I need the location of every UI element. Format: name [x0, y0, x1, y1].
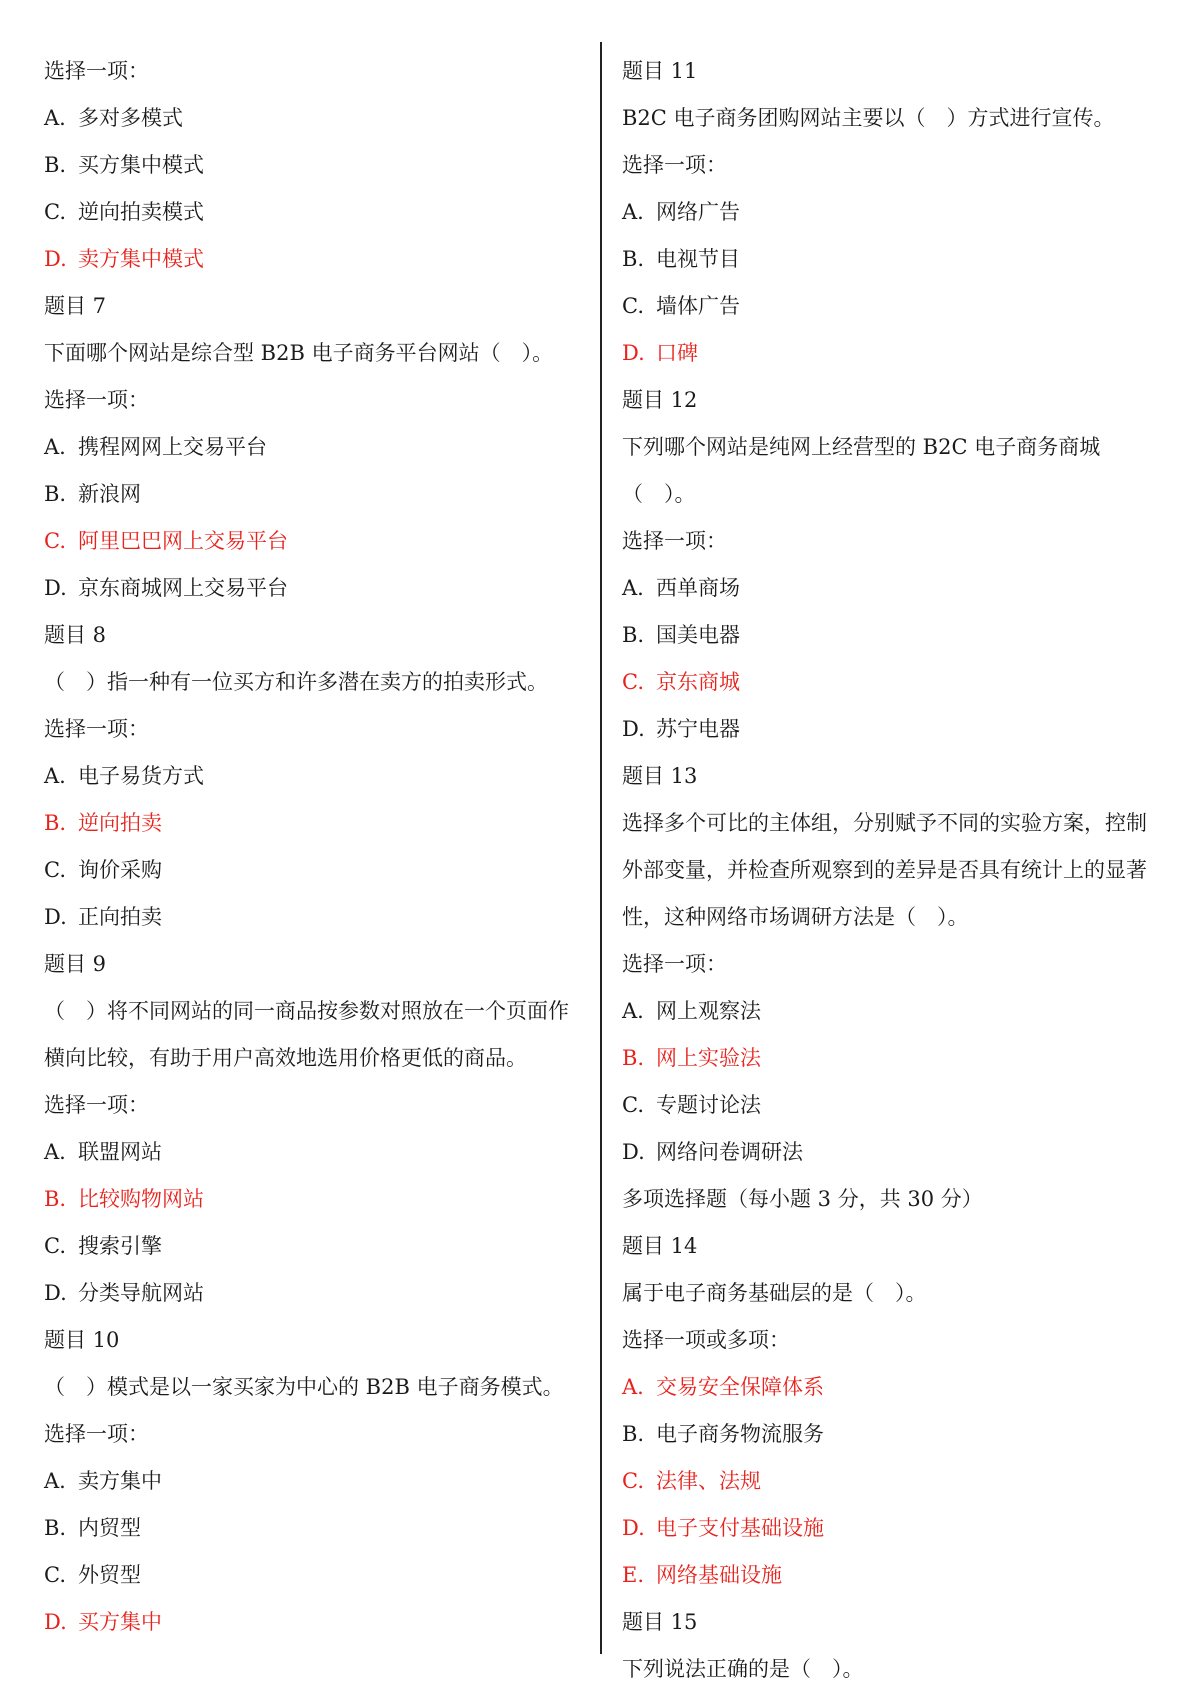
option-text: 多对多模式: [78, 106, 183, 130]
option: [622, 1129, 1167, 1176]
option: [44, 565, 584, 612]
option-text: 搜索引擎: [78, 1234, 162, 1258]
option: [622, 706, 1167, 753]
column-divider: [600, 42, 602, 1654]
option-letter: C.: [44, 1563, 66, 1587]
question-stem: （ ）指一种有一位买方和许多潜在卖方的拍卖形式。: [44, 670, 548, 694]
question-number: 题目 11: [622, 59, 698, 83]
option: [44, 1552, 584, 1599]
option-letter: B.: [44, 482, 67, 506]
option-letter: B.: [622, 1046, 645, 1070]
option-text: 买方集中: [78, 1610, 162, 1634]
option-text: 卖方集中: [78, 1469, 162, 1493]
question-stem: 下列哪个网站是纯网上经营型的 B2C 电子商务商城（ ）。: [622, 435, 1101, 506]
question-stem: 下列说法正确的是（ ）。: [622, 1657, 864, 1681]
option-letter: A.: [44, 106, 66, 130]
option: [44, 189, 584, 236]
option: [44, 95, 584, 142]
option-letter: B.: [622, 623, 645, 647]
question-number: 题目 10: [44, 1328, 120, 1352]
option-text: 电子易货方式: [78, 764, 204, 788]
option-letter: E.: [622, 1563, 645, 1587]
option-letter: B.: [44, 1516, 67, 1540]
choose-prompt: 选择一项：: [44, 1422, 149, 1446]
option-text: 联盟网站: [78, 1140, 162, 1164]
option-text: 西单商场: [656, 576, 740, 600]
question-stem: （ ）模式是以一家买家为中心的 B2B 电子商务模式。: [44, 1375, 564, 1399]
option-text: 询价采购: [78, 858, 162, 882]
option: [44, 142, 584, 189]
option: [622, 612, 1167, 659]
option-text: 携程网网上交易平台: [78, 435, 267, 459]
option-letter: C.: [622, 670, 644, 694]
option: [622, 236, 1167, 283]
option-text: 电视节目: [656, 247, 740, 271]
option: [622, 565, 1167, 612]
option-letter: C.: [622, 1093, 644, 1117]
choose-prompt: 选择一项：: [622, 952, 727, 976]
question-number: 题目 14: [622, 1234, 698, 1258]
option-letter: C.: [44, 858, 66, 882]
option-text: 网络问卷调研法: [656, 1140, 803, 1164]
option-text: 电子支付基础设施: [656, 1516, 824, 1540]
choose-prompt: 选择一项：: [44, 388, 149, 412]
option-correct: [622, 1552, 1167, 1599]
option-letter: D.: [44, 247, 67, 271]
option: [44, 753, 584, 800]
option-text: 国美电器: [656, 623, 740, 647]
option-text: 逆向拍卖模式: [78, 200, 204, 224]
option-correct: [622, 330, 1167, 377]
choose-prompt: 选择一项：: [44, 59, 149, 83]
option-letter: A.: [622, 999, 644, 1023]
option-letter: B.: [44, 153, 67, 177]
option-correct: [622, 1035, 1167, 1082]
option-letter: D.: [44, 576, 67, 600]
question-stem: 选择多个可比的主体组，分别赋予不同的实验方案，控制外部变量，并检查所观察到的差异是否具有统计上的显著性，这种网络市场调研方法是（ ）。: [622, 811, 1147, 929]
option-text: 卖方集中模式: [78, 247, 204, 271]
choose-prompt: 选择一项：: [44, 717, 149, 741]
option-letter: C.: [44, 200, 66, 224]
option-text: 苏宁电器: [656, 717, 740, 741]
question-stem: （ ）将不同网站的同一商品按参数对照放在一个页面作横向比较，有助于用户高效地选用价格更低的商品。: [44, 999, 569, 1070]
question-number: 题目 9: [44, 952, 107, 976]
choose-prompt: 选择一项：: [622, 529, 727, 553]
option-correct: [44, 1176, 584, 1223]
option-letter: D.: [622, 1140, 645, 1164]
question-number: 题目 7: [44, 294, 107, 318]
option-text: 正向拍卖: [78, 905, 162, 929]
option-text: 口碑: [656, 341, 698, 365]
question-stem: 属于电子商务基础层的是（ ）。: [622, 1281, 927, 1305]
option-letter: A.: [622, 1375, 644, 1399]
section-title: 多项选择题（每小题 3 分，共 30 分）: [622, 1187, 983, 1211]
option-correct: [44, 518, 584, 565]
option-correct: [44, 236, 584, 283]
option-text: 京东商城网上交易平台: [78, 576, 288, 600]
option-text: 专题讨论法: [656, 1093, 761, 1117]
option-letter: B.: [44, 811, 67, 835]
option: [44, 1505, 584, 1552]
left-column: [44, 48, 584, 1646]
option-text: 法律、法规: [656, 1469, 761, 1493]
option-text: 网络广告: [656, 200, 740, 224]
option: [44, 847, 584, 894]
option-letter: A.: [44, 435, 66, 459]
question-stem: B2C 电子商务团购网站主要以（ ）方式进行宣传。: [622, 106, 1115, 130]
option-letter: C.: [44, 1234, 66, 1258]
option: [44, 1270, 584, 1317]
option-letter: B.: [44, 1187, 67, 1211]
question-number: 题目 12: [622, 388, 698, 412]
choose-prompt: 选择一项：: [622, 153, 727, 177]
option-text: 逆向拍卖: [78, 811, 162, 835]
question-number: 题目 13: [622, 764, 698, 788]
option-letter: D.: [44, 905, 67, 929]
option-correct: [622, 1364, 1167, 1411]
option-text: 网上实验法: [656, 1046, 761, 1070]
option-correct: [44, 1599, 584, 1646]
option-letter: D.: [44, 1610, 67, 1634]
question-number: 题目 15: [622, 1610, 698, 1634]
option-text: 电子商务物流服务: [656, 1422, 824, 1446]
option: [44, 1223, 584, 1270]
option-letter: D.: [622, 1516, 645, 1540]
option-letter: A.: [44, 764, 66, 788]
option-letter: C.: [44, 529, 66, 553]
option: [622, 1411, 1167, 1458]
option-text: 新浪网: [78, 482, 141, 506]
option-letter: A.: [44, 1469, 66, 1493]
option: [44, 1129, 584, 1176]
option: [622, 283, 1167, 330]
option-text: 京东商城: [656, 670, 740, 694]
option-letter: B.: [622, 247, 645, 271]
option-letter: A.: [44, 1140, 66, 1164]
option-letter: A.: [622, 576, 644, 600]
question-number: 题目 8: [44, 623, 107, 647]
option-text: 买方集中模式: [78, 153, 204, 177]
option-text: 内贸型: [78, 1516, 141, 1540]
option-text: 网络基础设施: [656, 1563, 782, 1587]
right-column: [622, 48, 1167, 1693]
option-text: 比较购物网站: [78, 1187, 204, 1211]
option-text: 阿里巴巴网上交易平台: [78, 529, 288, 553]
option-text: 交易安全保障体系: [656, 1375, 824, 1399]
question-stem: 下面哪个网站是综合型 B2B 电子商务平台网站（ ）。: [44, 341, 554, 365]
option-letter: B.: [622, 1422, 645, 1446]
option-letter: C.: [622, 1469, 644, 1493]
option-text: 墙体广告: [656, 294, 740, 318]
option-text: 分类导航网站: [78, 1281, 204, 1305]
choose-prompt: 选择一项或多项：: [622, 1328, 790, 1352]
option-correct: [622, 1458, 1167, 1505]
option-correct: [622, 659, 1167, 706]
option-correct: [44, 800, 584, 847]
option-letter: A.: [622, 200, 644, 224]
option-letter: D.: [44, 1281, 67, 1305]
option-correct: [622, 1505, 1167, 1552]
option: [44, 1458, 584, 1505]
option-letter: D.: [622, 717, 645, 741]
option-letter: D.: [622, 341, 645, 365]
option-text: 外贸型: [78, 1563, 141, 1587]
option-text: 网上观察法: [656, 999, 761, 1023]
option: [44, 424, 584, 471]
option: [622, 189, 1167, 236]
option-letter: C.: [622, 294, 644, 318]
option: [622, 1082, 1167, 1129]
option: [622, 988, 1167, 1035]
option: [44, 471, 584, 518]
choose-prompt: 选择一项：: [44, 1093, 149, 1117]
option: [44, 894, 584, 941]
